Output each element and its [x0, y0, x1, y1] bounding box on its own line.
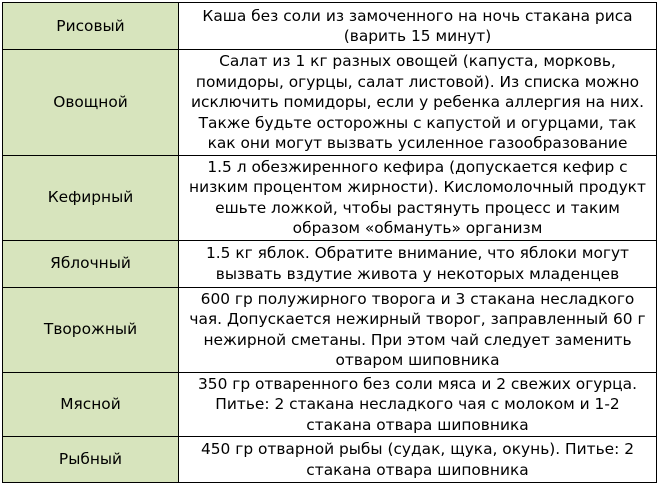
diet-name-cell: Кефирный: [3, 155, 179, 240]
table-row: [3, 372, 657, 437]
diet-description-cell: 350 гр отваренного без соли мяса и 2 свежих огурца. Питье: 2 стакана несладкого чая с молоком и 1-2 стакана отвара шиповника: [179, 372, 657, 437]
diet-name-cell: Овощной: [3, 50, 179, 156]
table-row: [3, 50, 657, 156]
diet-description-cell: 1.5 л обезжиренного кефира (допускается кефир с низким процентом жирности). Кисломолочный продукт ешьте ложкой, чтобы растянуть процесс и таким образом «обмануть» организм: [179, 155, 657, 240]
diet-name-cell: Мясной: [3, 372, 179, 437]
table-row: [3, 287, 657, 372]
diet-description-cell: Салат из 1 кг разных овощей (капуста, морковь, помидоры, огурцы, салат листовой). Из списка можно исключить помидоры, если у ребенка аллергия на них. Также будьте осторожны с капустой и огурцами, так как они могут вызвать усиленное газообразование: [179, 50, 657, 156]
table-row: [3, 3, 657, 50]
diet-name-cell: Яблочный: [3, 240, 179, 287]
diet-name-cell: Рыбный: [3, 437, 179, 483]
table-row: [3, 437, 657, 483]
diet-description-cell: 1.5 кг яблок. Обратите внимание, что яблоки могут вызвать вздутие живота у некоторых младенцев: [179, 240, 657, 287]
diet-name-cell: Творожный: [3, 287, 179, 372]
table-row: [3, 240, 657, 287]
diet-description-cell: 600 гр полужирного творога и 3 стакана несладкого чая. Допускается нежирный творог, заправленный 60 г нежирной сметаны. При этом чай следует заменить отваром шиповника: [179, 287, 657, 372]
table-row: [3, 155, 657, 240]
diet-name-cell: Рисовый: [3, 3, 179, 50]
diet-description-cell: 450 гр отварной рыбы (судак, щука, окунь). Питье: 2 стакана отвара шиповника: [179, 437, 657, 483]
diet-description-cell: Каша без соли из замоченного на ночь стакана риса (варить 15 минут): [179, 3, 657, 50]
fasting-days-table: [2, 2, 657, 483]
